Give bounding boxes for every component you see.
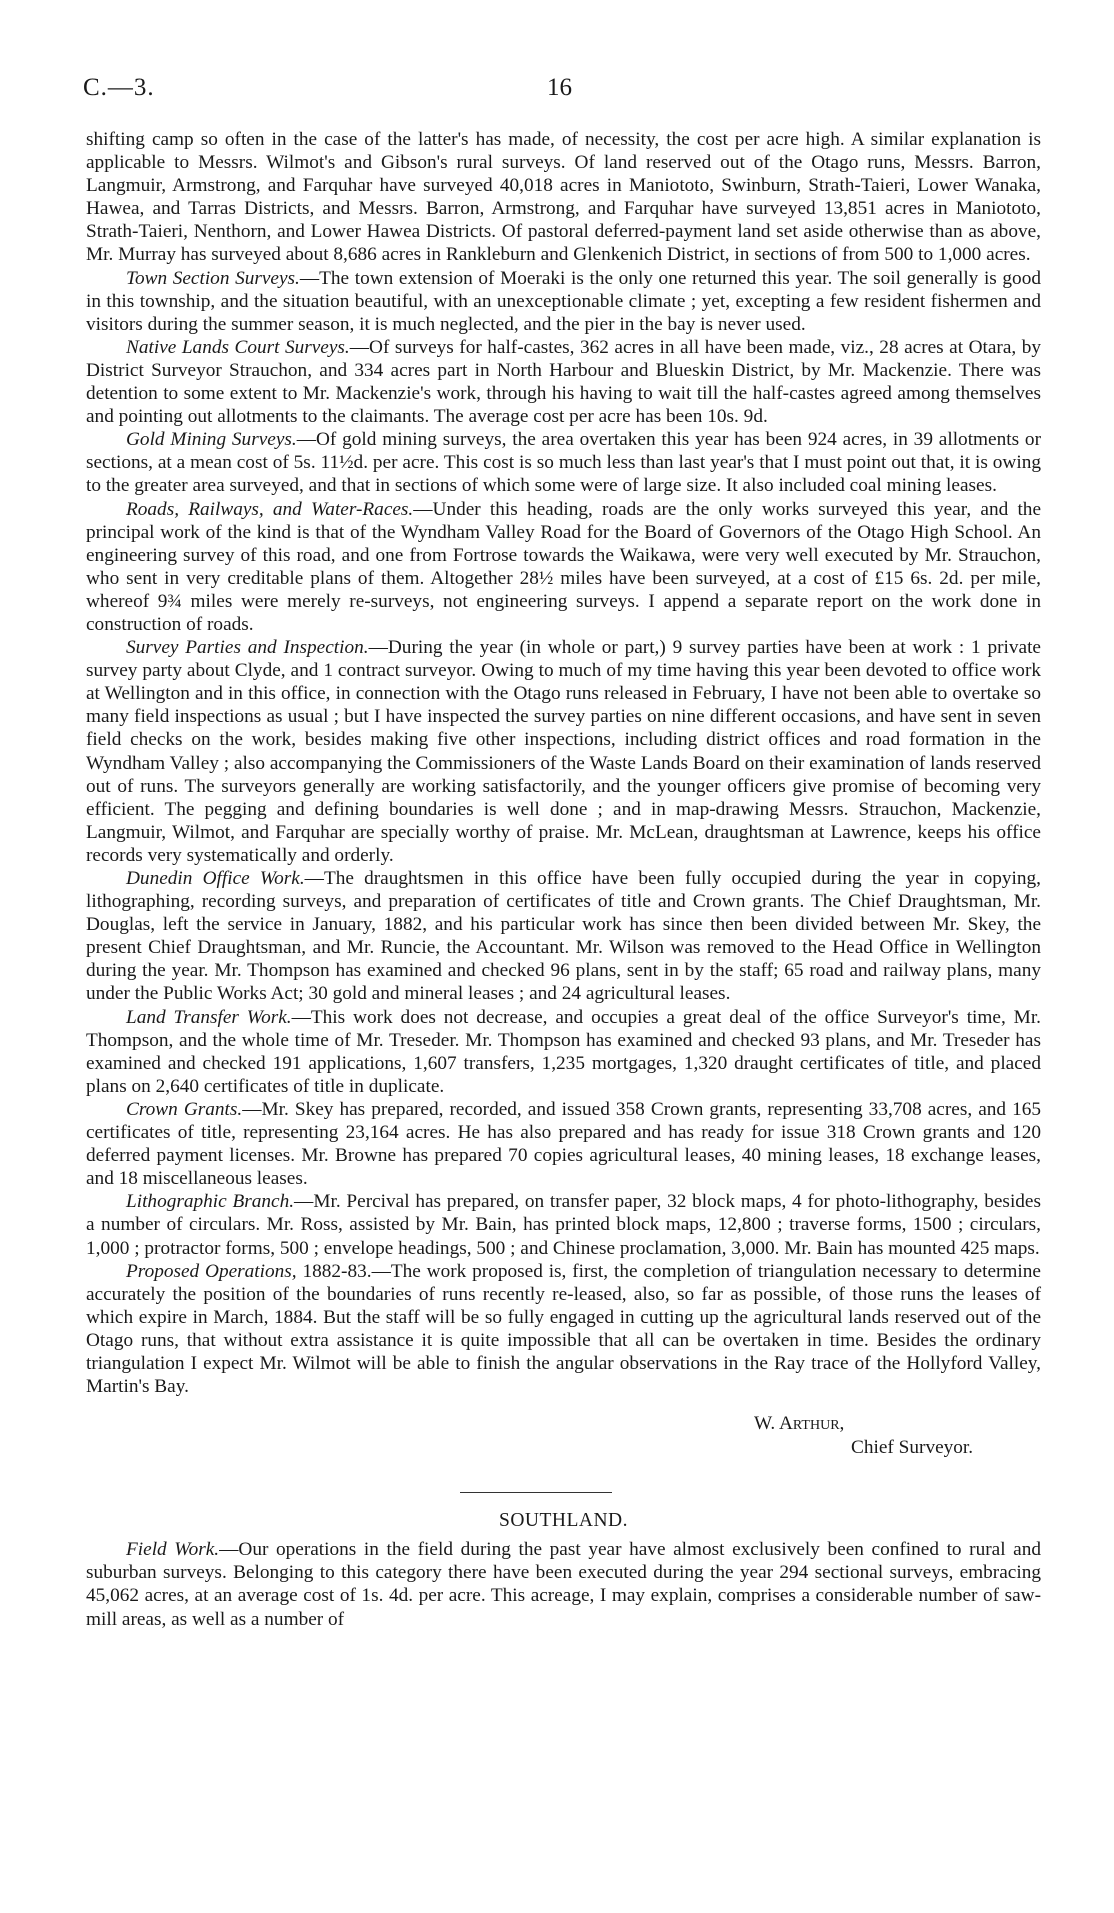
paragraph: Crown Grants.—Mr. Skey has prepared, recorded, and issued 358 Crown grants, representing 33,708 acres, and 165 certificates of title, representing 23,164 acres. He has also prepared and has ready for issue 318 Crown grants and 120 deferred payment licenses. Mr. Browne has prepared 70 copies agricultural leases, 40 mining leases, 18 exchange leases, and 18 miscellaneous leases.: [86, 1098, 1041, 1190]
paragraph-lead: Survey Parties and Inspection.: [126, 637, 369, 659]
paragraph: Lithographic Branch.—Mr. Percival has prepared, on transfer paper, 32 block maps, 4 for photo-lithography, besides a number of circulars. Mr. Ross, assisted by Mr. Bain, has printed block maps, 12,800 ; traverse forms, 1500 ; circulars, 1,000 ; protractor forms, 500 ; envelope headings, 500 ; and Chinese proclamation, 3,000. Mr. Bain has mounted 425 maps.: [86, 1191, 1041, 1259]
paragraph-lead: Dunedin Office Work.: [126, 868, 305, 889]
paragraph: Land Transfer Work.—This work does not decrease, and occupies a great deal of the office Surveyor's time, Mr. Thompson, and the whole time of Mr. Treseder. Mr. Thompson has examined and checked 93 plans, and Mr. Treseder has examined and checked 191 applications, 1,607 transfers, 1,235 mortgages, 1,320 draught certificates of title, and placed plans on 2,640 certificates of title in duplicate.: [86, 1006, 1041, 1097]
paragraph-lead: Gold Mining Surveys.: [126, 429, 297, 451]
paragraph: Field Work.—Our operations in the field during the past year have almost exclusively been confined to rural and suburban surveys. Belonging to this category there have been executed during the year 294 sectional surveys, embracing 45,062 acres, at an average cost of 1s. 4d. per acre. This acreage, I may explain, comprises a considerable number of saw-mill areas, as well as a number of: [86, 1539, 1042, 1630]
page-number: 16: [547, 74, 572, 101]
paragraph-lead: Crown Grants.: [126, 1098, 243, 1120]
signature-title: Chief Surveyor.: [851, 1437, 974, 1459]
document-reference: C.—3.: [83, 74, 155, 101]
paragraph: Survey Parties and Inspection.—During the year (in whole or part,) 9 survey parties have been at work : 1 private survey party about Clyde, and 1 contract surveyor. Owing to much of my time having this year been devoted to office work at Wellington and in this office, in connection with the Otago runs released in February, I have not been able to overtake so many field inspections as usual ; but I have inspected the survey parties on nine different occasions, and have sent in seven field checks on the work, besides making five other inspections, including district offices and road formation in the Wyndham Valley ; also accompanying the Commissioners of the Waste Lands Board on their examination of lands reserved out of runs. The surveyors generally are working satisfactorily, and the younger officers give promise of becoming very efficient. The pegging and defining boundaries is well done ; and in map-drawing Messrs. Strauchon, Mackenzie, Langmuir, Wilmot, and Farquhar are specially worthy of praise. Mr. McLean, draughtsman at Lawrence, keeps his office records very systematically and orderly.: [86, 637, 1041, 866]
paragraph-lead: Roads, Railways, and Water-Races.: [126, 498, 414, 520]
paragraph: Native Lands Court Surveys.—Of surveys for half-castes, 362 acres in all have been made, viz., 28 acres at Otara, by District Surveyor Strauchon, and 334 acres part in North Harbour and Blueskin District, by Mr. Mackenzie. There was detention to some extent to Mr. Mackenzie's work, through his having to wait till the half-castes agreed among themselves and pointing out allotments to the claimants. The average cost per acre has been 10s. 9d.: [86, 336, 1041, 428]
paragraph-lead: Field Work.: [126, 1539, 220, 1561]
section-heading: SOUTHLAND.: [498, 1510, 629, 1532]
paragraph: Roads, Railways, and Water-Races.—Under this heading, roads are the only works surveyed this year, and the principal work of the kind is that of the Wyndham Valley Road for the Board of Governors of the Otago High School. An engineering survey of this road, and one from Fortrose towards the Waikawa, were very well executed by Mr. Strauchon, who sent in very creditable plans of them. Altogether 28½ miles have been surveyed, at a cost of £15 6s. 2d. per mile, whereof 9¾ miles were merely re-surveys, not engineering surveys. I append a separate report on the work done in construction of roads.: [86, 498, 1041, 635]
paragraph-lead: Lithographic Branch.: [126, 1191, 295, 1213]
paragraph: Gold Mining Surveys.—Of gold mining surveys, the area overtaken this year has been 924 acres, in 39 allotments or sections, at a mean cost of 5s. 11½d. per acre. This cost is so much less than last year's that I must point out that, it is owing to the greater area surveyed, and that in sections of which some were of large size. It also included coal mining leases.: [86, 429, 1041, 497]
paragraph: shifting camp so often in the case of the latter's has made, of necessity, the cost per acre high. A similar explanation is applicable to Messrs. Wilmot's and Gibson's rural surveys. Of land reserved out of the Otago runs, Messrs. Barron, Langmuir, Armstrong, and Farquhar have surveyed 40,018 acres in Maniototo, Swinburn, Strath-Taieri, Lower Wanaka, Hawea, and Tarras Districts, and Messrs. Barron, Armstrong, and Farquhar have surveyed 13,851 acres in Maniototo, Strath-Taieri, Nenthorn, and Lower Hawea Districts. Of pastoral deferred-payment land set aside otherwise than as above, Mr. Murray has surveyed about 8,686 acres in Rankleburn and Glenkenich District, in sections of from 500 to 1,000 acres.: [86, 129, 1041, 266]
signature-block: [86, 1412, 1041, 1462]
paragraph: Town Section Surveys.—The town extension of Moeraki is the only one returned this year. The soil generally is good in this township, and the situation beautiful, with an unexceptionable climate ; yet, excepting a few resident fishermen and visitors during the summer season, it is much neglected, and the pier in the bay is never used.: [86, 267, 1041, 335]
paragraph: Dunedin Office Work.—The draughtsmen in this office have been fully occupied during the year in copying, lithographing, recording surveys, and preparation of certificates of title and Crown grants. The Chief Draughtsman, Mr. Douglas, left the service in January, 1882, and his particular work has since then been divided between Mr. Skey, the present Chief Draughtsman, and Mr. Runcie, the Accountant. Mr. Wilson was removed to the Head Office in Wellington during the year. Mr. Thompson has examined and checked 96 plans, sent in by the staff; 65 road and railway plans, many under the Public Works Act; 30 gold and mineral leases ; and 24 agricultural leases.: [86, 868, 1042, 1005]
paragraph-lead: Land Transfer Work.: [126, 1006, 292, 1028]
section-divider: [460, 1492, 612, 1493]
paragraph-lead: Native Lands Court Surveys.: [126, 336, 350, 358]
paragraph-lead: Proposed Operations,: [126, 1260, 297, 1282]
paragraph-lead: Town Section Surveys.: [126, 267, 300, 289]
signature-name: W. Arthur,: [754, 1413, 845, 1435]
paragraph: Proposed Operations, 1882-83.—The work proposed is, first, the completion of triangulation necessary to determine accurately the position of the boundaries of runs recently re-leased, also, so far as possible, of those runs the leases of which expire in March, 1884. But the staff will be so fully engaged in cutting up the agricultural lands reserved out of the Otago runs, that without extra assistance it is quite impossible that all can be overtaken in time. Besides the ordinary triangulation I expect Mr. Wilmot will be able to finish the angular observations in the Ray trace of the Hollyford Valley, Martin's Bay.: [86, 1260, 1041, 1398]
body-text: [86, 128, 1041, 1631]
